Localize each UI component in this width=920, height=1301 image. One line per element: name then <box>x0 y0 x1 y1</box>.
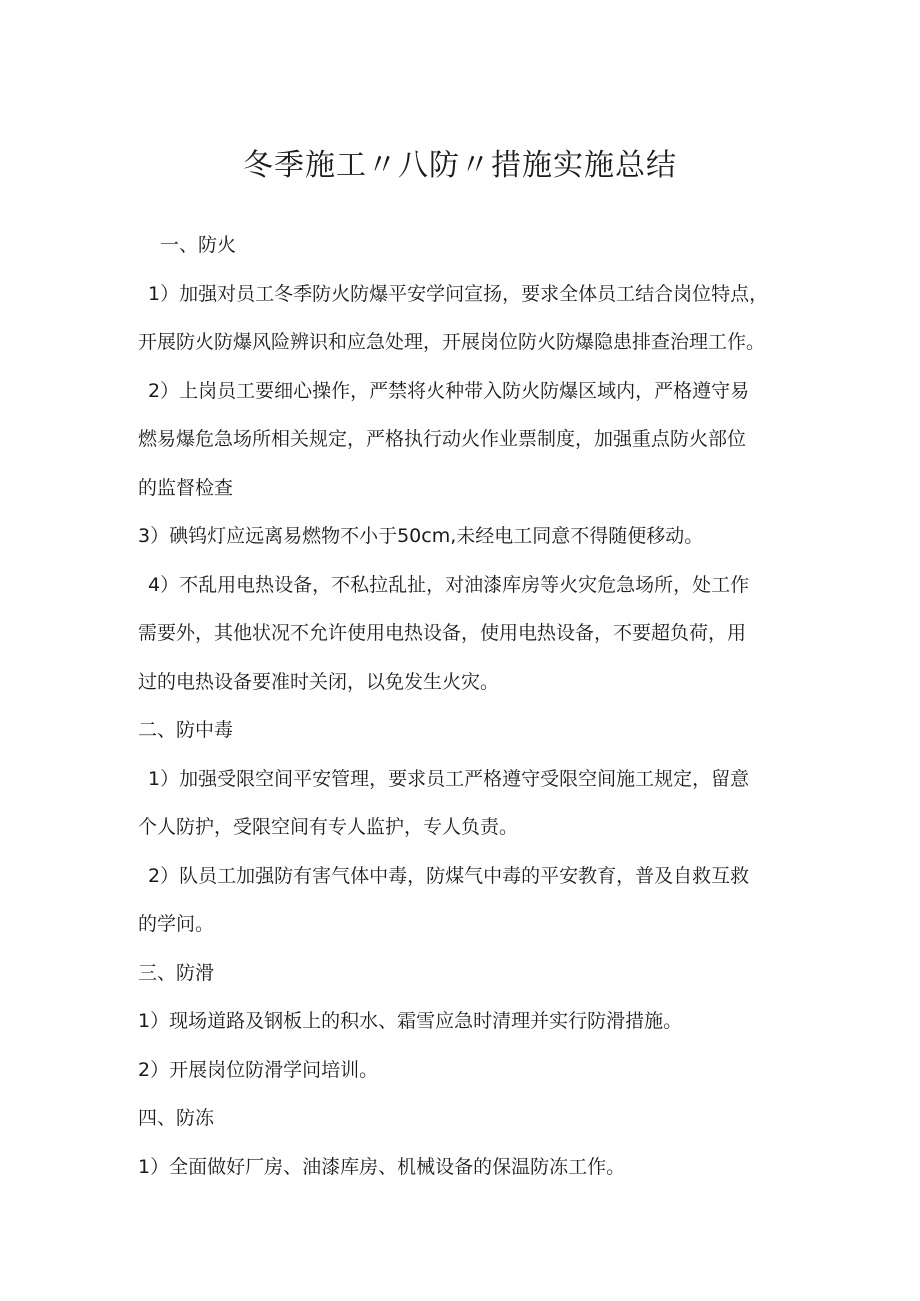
fire-item-4-line-3: 过的电热设备要准时关闭，以免发生火灾。 <box>138 670 500 693</box>
fire-item-3-line-1: 3）碘钨灯应远离易燃物不小于50cm,未经电工同意不得随便移动。 <box>138 525 704 547</box>
fire-item-4-line-2: 需要外，其他状况不允许使用电热设备，使用电热设备，不要超负荷，用 <box>138 622 747 644</box>
fire-item-1-line-1: 1）加强对员工冬季防火防爆平安学问宣扬，要求全体员工结合岗位特点， <box>148 282 769 305</box>
poison-item-2-line-2: 的学问。 <box>138 913 215 935</box>
document-body <box>138 221 798 1191</box>
section-heading-fire: 一、防火 <box>160 234 237 256</box>
section-heading-poison: 二、防中毒 <box>138 719 234 741</box>
freeze-item-1-line-1: 1）全面做好厂房、油漆库房、机械设备的保温防冻工作。 <box>138 1155 626 1178</box>
section-heading-slip: 三、防滑 <box>138 961 215 984</box>
slip-item-1-line-1: 1）现场道路及钢板上的积水、霜雪应急时清理并实行防滑措施。 <box>138 1010 683 1032</box>
fire-item-2-line-3: 的监督检查 <box>138 476 234 499</box>
poison-item-2-line-1: 2）队员工加强防有害气体中毒，防煤气中毒的平安教育，普及自救互救 <box>148 864 750 887</box>
page-title: 冬季施工〃八防〃措施实施总结 <box>243 148 677 183</box>
poison-item-1-line-1: 1）加强受限空间平安管理，要求员工严格遵守受限空间施工规定，留意 <box>148 767 750 790</box>
fire-item-4-line-1: 4）不乱用电热设备，不私拉乱扯，对油漆库房等火灾危急场所，处工作 <box>148 573 750 596</box>
poison-item-1-line-2: 个人防护，受限空间有专人监护，专人负责。 <box>138 816 519 838</box>
fire-item-2-line-1: 2）上岗员工要细心操作，严禁将火种带入防火防爆区域内，严格遵守易 <box>148 379 750 402</box>
fire-item-2-line-2: 燃易爆危急场所相关规定，严格执行动火作业票制度，加强重点防火部位 <box>138 428 747 450</box>
slip-item-2-line-1: 2）开展岗位防滑学问培训。 <box>138 1058 379 1081</box>
fire-item-1-line-2: 开展防火防爆风险辨识和应急处理，开展岗位防火防爆隐患排查治理工作。 <box>138 331 766 353</box>
section-heading-freeze: 四、防冻 <box>138 1107 215 1129</box>
